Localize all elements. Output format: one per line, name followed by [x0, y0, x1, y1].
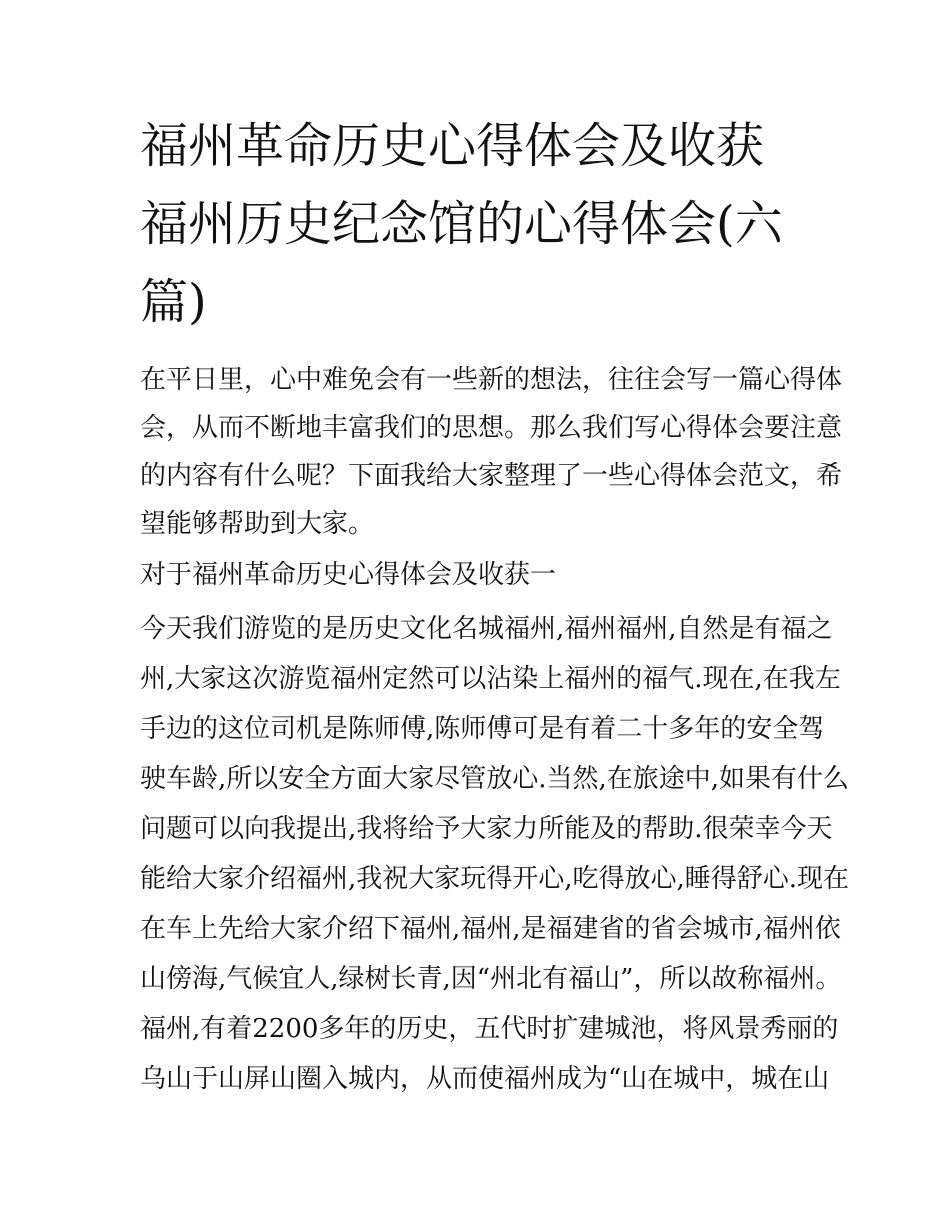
section-heading: 对于福州革命历史心得体会及收获一	[140, 560, 557, 590]
body-paragraph-line: 山傍海,气候宜人,绿树长青,因“州北有福山”，所以故称福州。	[140, 964, 842, 994]
document-title-line-2: 福州历史纪念馆的心得体会(六	[140, 196, 783, 252]
body-paragraph-line: 能给大家介绍福州,我祝大家玩得开心,吃得放心,睡得舒心.现在	[140, 864, 850, 894]
document-title-line-1: 福州革命历史心得体会及收获	[140, 118, 765, 174]
body-paragraph-line: 问题可以向我提出,我将给予大家力所能及的帮助.很荣幸今天	[140, 814, 833, 844]
body-paragraph-line: 乌山于山屏山圈入城内，从而使福州成为“山在城中，城在山	[140, 1064, 830, 1094]
body-paragraph-line: 州,大家这次游览福州定然可以沾染上福州的福气.现在,在我左	[140, 664, 841, 694]
document-title-line-3: 篇)	[140, 274, 207, 330]
body-paragraph-line: 福州,有着2200多年的历史，五代时扩建城池，将风景秀丽的	[140, 1014, 839, 1044]
intro-paragraph-line: 望能够帮助到大家。	[140, 509, 375, 539]
body-paragraph-line: 手边的这位司机是陈师傅,陈师傅可是有着二十多年的安全驾	[140, 714, 825, 744]
body-paragraph-line: 在车上先给大家介绍下福州,福州,是福建省的省会城市,福州依	[140, 914, 841, 944]
intro-paragraph-line: 会，从而不断地丰富我们的思想。那么我们写心得体会要注意	[140, 413, 843, 443]
intro-paragraph-line: 在平日里，心中难免会有一些新的想法，往往会写一篇心得体	[140, 365, 843, 395]
body-paragraph-line: 今天我们游览的是历史文化名城福州,福州福州,自然是有福之	[140, 614, 833, 644]
body-paragraph-line: 驶车龄,所以安全方面大家尽管放心.当然,在旅途中,如果有什么	[140, 764, 850, 794]
intro-paragraph-line: 的内容有什么呢？下面我给大家整理了一些心得体会范文，希	[140, 461, 843, 491]
